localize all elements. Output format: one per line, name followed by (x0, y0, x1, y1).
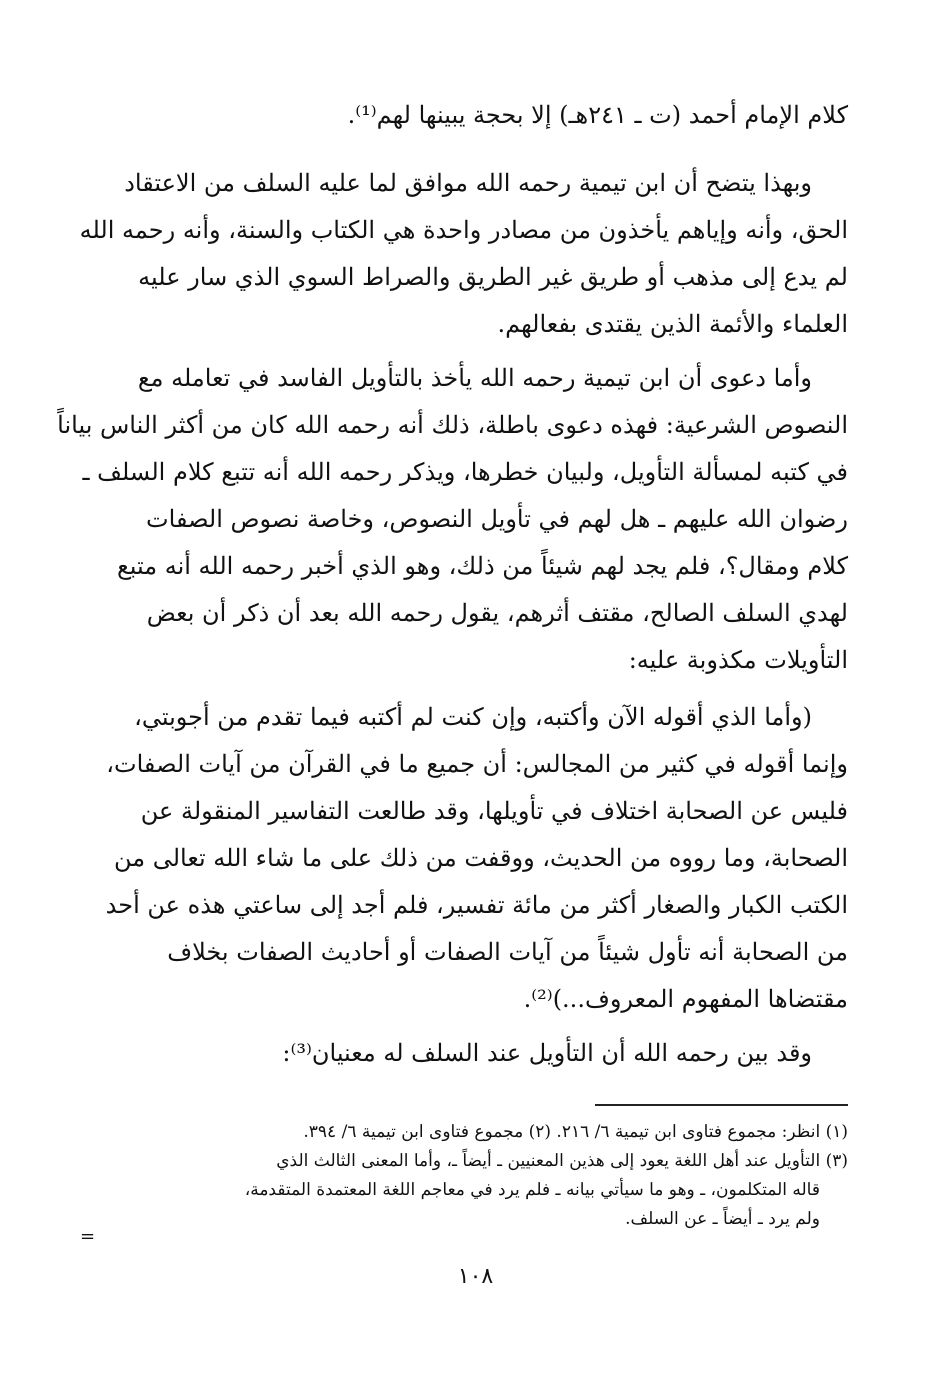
text-line: مقتضاها المفهوم المعروف...)⁽²⁾. (523, 985, 848, 1013)
text-line: في كتبه لمسألة التأويل، ولبيان خطرها، ويذكر رحمه الله أنه تتبع كلام السلف ـ (82, 458, 848, 486)
text-line: الصحابة، وما رووه من الحديث، ووقفت من ذلك على ما شاء الله تعالى من (113, 844, 848, 872)
text-line: كلام ومقال؟، فلم يجد لهم شيئاً من ذلك، وهو الذي أخبر رحمه الله أنه متبع (116, 552, 848, 580)
footnote-line: (١) انظر: مجموع فتاوى ابن تيمية ٦/ ٢١٦. (٢) مجموع فتاوى ابن تيمية ٦/ ٣٩٤. (303, 1122, 848, 1142)
paragraph-5 (100, 1030, 848, 1077)
text-line: التأويلات مكذوبة عليه: (628, 646, 848, 674)
text-line: وبهذا يتضح أن ابن تيمية رحمه الله موافق لما عليه السلف من الاعتقاد (124, 169, 812, 197)
text-line: وإنما أقوله في كثير من المجالس: أن جميع ما في القرآن من آيات الصفات، (106, 750, 848, 778)
text-line: كلام الإمام أحمد (ت ـ ٢٤١هـ) إلا بحجة يبينها لهم⁽¹⁾. (347, 101, 848, 129)
continuation-mark: = (80, 1226, 96, 1247)
quotation-paragraph (100, 694, 848, 1023)
text-line: (وأما الذي أقوله الآن وأكتبه، وإن كنت لم أكتبه فيما تقدم من أجوبتي، (134, 703, 812, 731)
footnotes (100, 1118, 848, 1234)
page-number: ١٠٨ (457, 1264, 494, 1289)
paragraph-2 (79, 160, 848, 348)
text-line: النصوص الشرعية: فهذه دعوى باطلة، ذلك أنه رحمه الله كان من أكثر الناس بياناً (57, 411, 848, 439)
text-line: الحق، وأنه وإياهم يأخذون من مصادر واحدة هي الكتاب والسنة، وأنه رحمه الله (79, 216, 848, 244)
text-line: لهدي السلف الصالح، مقتف أثرهم، يقول رحمه الله بعد أن ذكر أن بعض (146, 599, 848, 627)
text-line: وأما دعوى أن ابن تيمية رحمه الله يأخذ بالتأويل الفاسد في تعامله مع (137, 364, 812, 392)
text-line: فليس عن الصحابة اختلاف في تأويلها، وقد طالعت التفاسير المنقولة عن (140, 797, 848, 825)
text-line: العلماء والأئمة الذين يقتدى بفعالهم. (497, 310, 848, 338)
footnote-separator (595, 1104, 848, 1106)
text-line: لم يدع إلى مذهب أو طريق غير الطريق والصراط السوي الذي سار عليه (138, 263, 848, 291)
footnote-line: قاله المتكلمون، ـ وهو ما سيأتي بيانه ـ فلم يرد في معاجم اللغة المعتمدة المتقدمة، (244, 1180, 820, 1200)
paragraph-1 (100, 92, 848, 139)
text-line: من الصحابة أنه تأول شيئاً من آيات الصفات أو أحاديث الصفات بخلاف (167, 938, 848, 966)
text-line: رضوان الله عليهم ـ هل لهم في تأويل النصوص، وخاصة نصوص الصفات (146, 505, 848, 533)
text-line: وقد بين رحمه الله أن التأويل عند السلف له معنيان⁽³⁾: (282, 1039, 812, 1067)
text-line: الكتب الكبار والصغار أكثر من مائة تفسير، فلم أجد إلى ساعتي هذه عن أحد (105, 891, 848, 919)
footnote-line: ولم يرد ـ أيضاً ـ عن السلف. (625, 1209, 820, 1229)
paragraph-3 (57, 355, 848, 684)
footnote-line: (٣) التأويل عند أهل اللغة يعود إلى هذين المعنيين ـ أيضاً ـ، وأما المعنى الثالث الذي (276, 1151, 848, 1171)
